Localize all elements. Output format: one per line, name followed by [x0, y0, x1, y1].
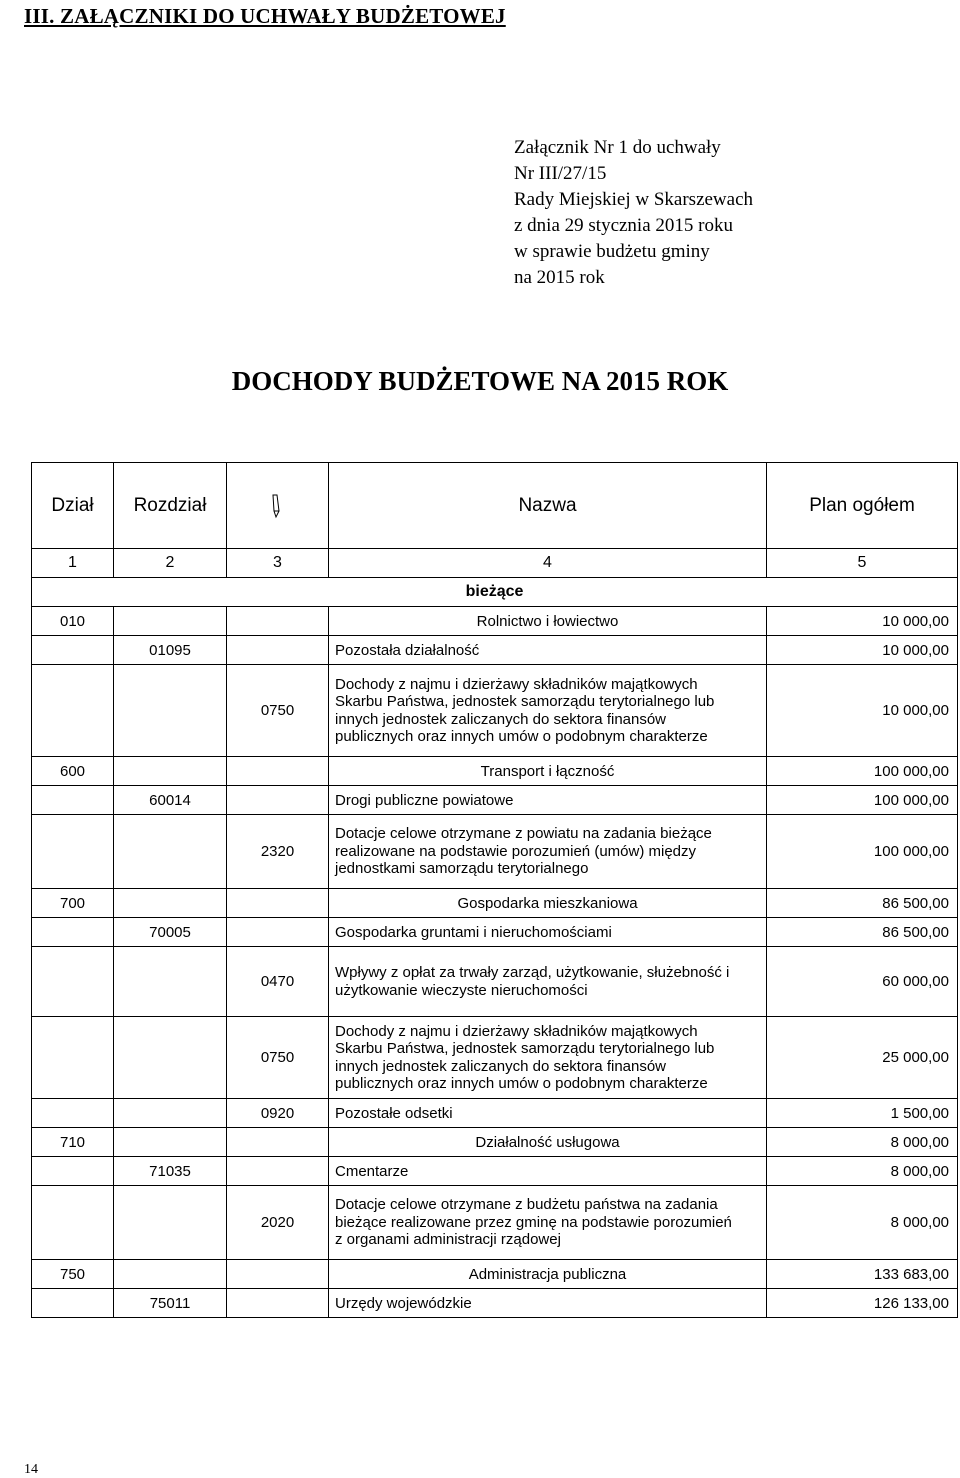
- header-nazwa: Nazwa: [329, 463, 767, 549]
- col-number: 2: [114, 549, 227, 578]
- cell-rozdzial: 70005: [114, 918, 227, 947]
- cell-nazwa: Dotacje celowe otrzymane z powiatu na zadania bieżące realizowane na podstawie porozumień (umów) między jednostkami samorządu terytorialnego: [329, 815, 767, 889]
- cell-plan: 126 133,00: [767, 1289, 958, 1318]
- cell-paragraf: [227, 607, 329, 636]
- cell-dzial: 700: [32, 889, 114, 918]
- cell-paragraf: [227, 1289, 329, 1318]
- col-number: 4: [329, 549, 767, 578]
- cell-plan: 10 000,00: [767, 607, 958, 636]
- attachment-line: Rady Miejskiej w Skarszewach: [514, 189, 754, 210]
- cell-nazwa: Dochody z najmu i dzierżawy składników majątkowych Skarbu Państwa, jednostek samorządu terytorialnego lub innych jednostek zaliczanych do sektora finansów publicznych oraz innych umów o podobnym charakterze: [329, 665, 767, 757]
- col-number: 3: [227, 549, 329, 578]
- cell-rozdzial: [114, 757, 227, 786]
- cell-plan: 25 000,00: [767, 1017, 958, 1099]
- cell-dzial: [32, 1157, 114, 1186]
- cell-dzial: [32, 1289, 114, 1318]
- cell-rozdzial: [114, 1017, 227, 1099]
- cell-nazwa: Cmentarze: [329, 1157, 767, 1186]
- cell-plan: 10 000,00: [767, 665, 958, 757]
- cell-rozdzial: [114, 947, 227, 1017]
- page-number: 14: [24, 1462, 38, 1477]
- cell-nazwa: Drogi publiczne powiatowe: [329, 786, 767, 815]
- attachment-line: na 2015 rok: [514, 267, 605, 288]
- cell-dzial: [32, 1017, 114, 1099]
- table-row: [32, 1099, 958, 1128]
- cell-paragraf: [227, 786, 329, 815]
- cell-dzial: 600: [32, 757, 114, 786]
- cell-dzial: 010: [32, 607, 114, 636]
- cell-dzial: [32, 1186, 114, 1260]
- cell-paragraf: [227, 918, 329, 947]
- cell-dzial: [32, 815, 114, 889]
- budget-table: [31, 462, 958, 1318]
- cell-dzial: [32, 947, 114, 1017]
- col-number: 5: [767, 549, 958, 578]
- cell-nazwa: Urzędy wojewódzkie: [329, 1289, 767, 1318]
- table-row: [32, 889, 958, 918]
- cell-dzial: [32, 786, 114, 815]
- table-row: [32, 786, 958, 815]
- cell-paragraf: [227, 1260, 329, 1289]
- cell-paragraf: 0920: [227, 1099, 329, 1128]
- cell-rozdzial: 60014: [114, 786, 227, 815]
- cell-rozdzial: 01095: [114, 636, 227, 665]
- cell-plan: 10 000,00: [767, 636, 958, 665]
- cell-rozdzial: [114, 815, 227, 889]
- cell-nazwa: Rolnictwo i łowiectwo: [329, 607, 767, 636]
- table-row: [32, 947, 958, 1017]
- cell-nazwa: Działalność usługowa: [329, 1128, 767, 1157]
- table-row: [32, 757, 958, 786]
- cell-paragraf: [227, 889, 329, 918]
- cell-plan: 8 000,00: [767, 1186, 958, 1260]
- attachment-header: [514, 135, 753, 291]
- header-plan: Plan ogółem: [767, 463, 958, 549]
- cell-rozdzial: [114, 1128, 227, 1157]
- pencil-icon: [227, 463, 329, 549]
- cell-dzial: [32, 918, 114, 947]
- table-row: [32, 1128, 958, 1157]
- cell-plan: 60 000,00: [767, 947, 958, 1017]
- cell-nazwa: Pozostałe odsetki: [329, 1099, 767, 1128]
- cell-nazwa: Dotacje celowe otrzymane z budżetu państwa na zadania bieżące realizowane przez gminę na podstawie porozumień z organami administracji rządowej: [329, 1186, 767, 1260]
- attachment-line: Nr III/27/15: [514, 163, 607, 184]
- table-row: [32, 1186, 958, 1260]
- cell-plan: 100 000,00: [767, 815, 958, 889]
- col-number: 1: [32, 549, 114, 578]
- cell-dzial: 710: [32, 1128, 114, 1157]
- table-row: [32, 918, 958, 947]
- cell-nazwa: Administracja publiczna: [329, 1260, 767, 1289]
- table-row: [32, 607, 958, 636]
- cell-plan: 100 000,00: [767, 786, 958, 815]
- cell-rozdzial: [114, 1186, 227, 1260]
- cell-plan: 133 683,00: [767, 1260, 958, 1289]
- cell-rozdzial: [114, 1260, 227, 1289]
- cell-rozdzial: [114, 889, 227, 918]
- table-row: [32, 1157, 958, 1186]
- cell-rozdzial: [114, 1099, 227, 1128]
- cell-nazwa: Gospodarka gruntami i nieruchomościami: [329, 918, 767, 947]
- cell-rozdzial: 71035: [114, 1157, 227, 1186]
- cell-paragraf: 2320: [227, 815, 329, 889]
- cell-plan: 100 000,00: [767, 757, 958, 786]
- cell-rozdzial: 75011: [114, 1289, 227, 1318]
- table-row: [32, 665, 958, 757]
- cell-paragraf: [227, 636, 329, 665]
- cell-rozdzial: [114, 665, 227, 757]
- cell-dzial: [32, 1099, 114, 1128]
- attachment-line: w sprawie budżetu gminy: [514, 241, 710, 262]
- cell-paragraf: [227, 1128, 329, 1157]
- cell-paragraf: [227, 1157, 329, 1186]
- cell-nazwa: Pozostała działalność: [329, 636, 767, 665]
- cell-nazwa: Wpływy z opłat za trwały zarząd, użytkowanie, służebność i użytkowanie wieczyste nieruchomości: [329, 947, 767, 1017]
- column-numbers-row: [32, 549, 958, 578]
- table-row: [32, 1260, 958, 1289]
- cell-paragraf: [227, 757, 329, 786]
- cell-rozdzial: [114, 607, 227, 636]
- table-row: [32, 1017, 958, 1099]
- cell-plan: 86 500,00: [767, 918, 958, 947]
- category-label: bieżące: [32, 578, 958, 607]
- attachment-line: Załącznik Nr 1 do uchwały: [514, 137, 721, 158]
- cell-nazwa: Gospodarka mieszkaniowa: [329, 889, 767, 918]
- cell-plan: 1 500,00: [767, 1099, 958, 1128]
- table-row: [32, 636, 958, 665]
- cell-paragraf: 0750: [227, 1017, 329, 1099]
- cell-dzial: [32, 665, 114, 757]
- cell-nazwa: Transport i łączność: [329, 757, 767, 786]
- section-title: III. ZAŁĄCZNIKI DO UCHWAŁY BUDŻETOWEJ: [24, 4, 506, 28]
- cell-dzial: [32, 636, 114, 665]
- cell-plan: 86 500,00: [767, 889, 958, 918]
- page-title: DOCHODY BUDŻETOWE NA 2015 ROK: [231, 366, 729, 396]
- header-row: [32, 463, 958, 549]
- table-row: [32, 815, 958, 889]
- attachment-line: z dnia 29 stycznia 2015 roku: [514, 215, 733, 236]
- cell-nazwa: Dochody z najmu i dzierżawy składników majątkowych Skarbu Państwa, jednostek samorządu terytorialnego lub innych jednostek zaliczanych do sektora finansów publicznych oraz innych umów o podobnym charakterze: [329, 1017, 767, 1099]
- header-rozdzial: Rozdział: [114, 463, 227, 549]
- cell-paragraf: 0750: [227, 665, 329, 757]
- table-row: [32, 1289, 958, 1318]
- category-row: [32, 578, 958, 607]
- cell-plan: 8 000,00: [767, 1128, 958, 1157]
- cell-paragraf: 0470: [227, 947, 329, 1017]
- cell-plan: 8 000,00: [767, 1157, 958, 1186]
- cell-dzial: 750: [32, 1260, 114, 1289]
- cell-paragraf: 2020: [227, 1186, 329, 1260]
- header-dzial: Dział: [32, 463, 114, 549]
